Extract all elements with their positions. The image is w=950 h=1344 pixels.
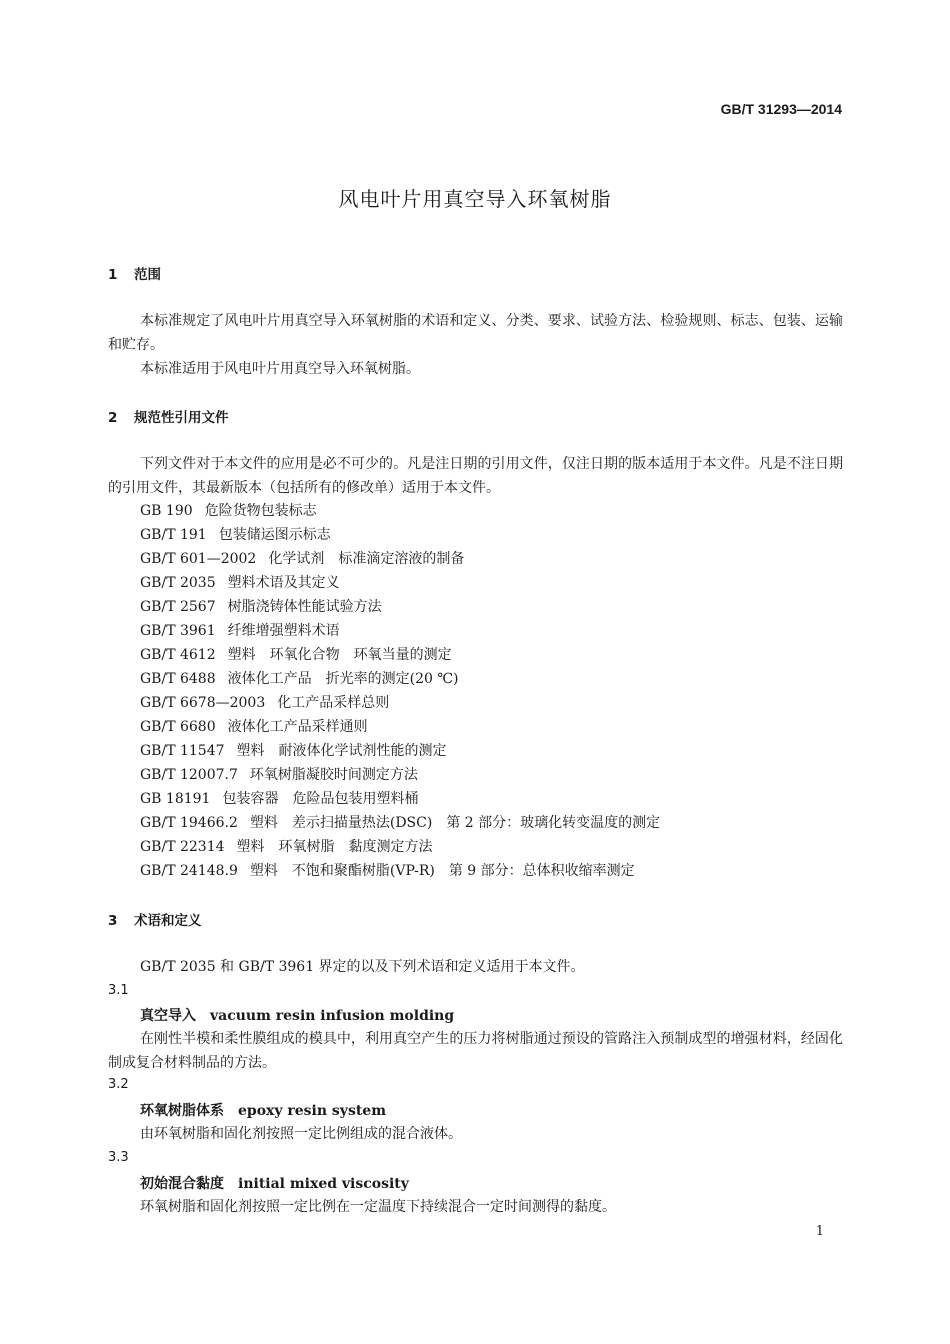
reference-item: GB/T 2567 树脂浇铸体性能试验方法 — [140, 599, 382, 615]
standard-number: GB/T 31293—2014 — [720, 101, 842, 117]
reference-item: GB/T 4612 塑料 环氧化合物 环氧当量的测定 — [140, 647, 452, 663]
reference-item: GB 190 危险货物包装标志 — [140, 503, 317, 519]
term-definition: 在刚性半模和柔性膜组成的模具中，利用真空产生的压力将树脂通过预设的管路注入预制成型的增强材料，经固化制成复合材料制品的方法。 — [108, 1031, 843, 1071]
reference-item: GB/T 2035 塑料术语及其定义 — [140, 575, 340, 591]
term-heading: 环氧树脂体系 epoxy resin system — [140, 1103, 387, 1119]
section-number: 1 — [108, 267, 118, 283]
reference-item: GB/T 12007.7 环氧树脂凝胶时间测定方法 — [140, 767, 418, 783]
term-number: 3.1 — [108, 983, 129, 998]
section-number: 3 — [108, 913, 118, 929]
reference-item: GB/T 6488 液体化工产品 折光率的测定(20 ℃) — [140, 671, 459, 687]
references-intro: 下列文件对于本文件的应用是必不可少的。凡是注日期的引用文件，仅注日期的版本适用于本文件。凡是不注日期的引用文件，其最新版本（包括所有的修改单）适用于本文件。 — [108, 456, 843, 496]
term-number: 3.3 — [108, 1150, 129, 1165]
reference-item: GB/T 6680 液体化工产品采样通则 — [140, 719, 368, 735]
term-definition: 由环氧树脂和固化剂按照一定比例组成的混合液体。 — [140, 1126, 462, 1142]
reference-item: GB/T 3961 纤维增强塑料术语 — [140, 623, 340, 639]
scope-paragraph-2: 本标准适用于风电叶片用真空导入环氧树脂。 — [140, 361, 420, 377]
section-2-heading — [108, 406, 229, 426]
section-1-heading — [108, 263, 161, 283]
reference-item: GB/T 6678—2003 化工产品采样总则 — [140, 695, 390, 711]
reference-item: GB 18191 包装容器 危险品包装用塑料桶 — [140, 791, 419, 807]
section-title: 术语和定义 — [134, 913, 202, 929]
section-title: 规范性引用文件 — [134, 410, 229, 426]
scope-paragraph-1: 本标准规定了风电叶片用真空导入环氧树脂的术语和定义、分类、要求、试验方法、检验规则、标志、包装、运输和贮存。 — [108, 313, 843, 353]
reference-item: GB/T 19466.2 塑料 差示扫描量热法(DSC) 第 2 部分：玻璃化转变温度的测定 — [140, 815, 661, 831]
term-definition: 环氧树脂和固化剂按照一定比例在一定温度下持续混合一定时间测得的黏度。 — [140, 1199, 616, 1215]
section-title: 范围 — [134, 267, 161, 283]
term-heading: 初始混合黏度 initial mixed viscosity — [140, 1176, 409, 1192]
reference-item: GB/T 24148.9 塑料 不饱和聚酯树脂(VP-R) 第 9 部分：总体积收缩率测定 — [140, 863, 635, 879]
terms-intro: GB/T 2035 和 GB/T 3961 界定的以及下列术语和定义适用于本文件。 — [140, 959, 585, 975]
document-title: 风电叶片用真空导入环氧树脂 — [338, 187, 612, 211]
page-number: 1 — [815, 1224, 824, 1239]
reference-item: GB/T 601—2002 化学试剂 标准滴定溶液的制备 — [140, 551, 465, 567]
reference-item: GB/T 191 包装储运图示标志 — [140, 527, 331, 543]
reference-item: GB/T 22314 塑料 环氧树脂 黏度测定方法 — [140, 839, 433, 855]
term-heading: 真空导入 vacuum resin infusion molding — [140, 1008, 455, 1024]
reference-item: GB/T 11547 塑料 耐液体化学试剂性能的测定 — [140, 743, 447, 759]
section-3-heading — [108, 909, 202, 929]
term-number: 3.2 — [108, 1077, 129, 1092]
section-number: 2 — [108, 410, 118, 426]
